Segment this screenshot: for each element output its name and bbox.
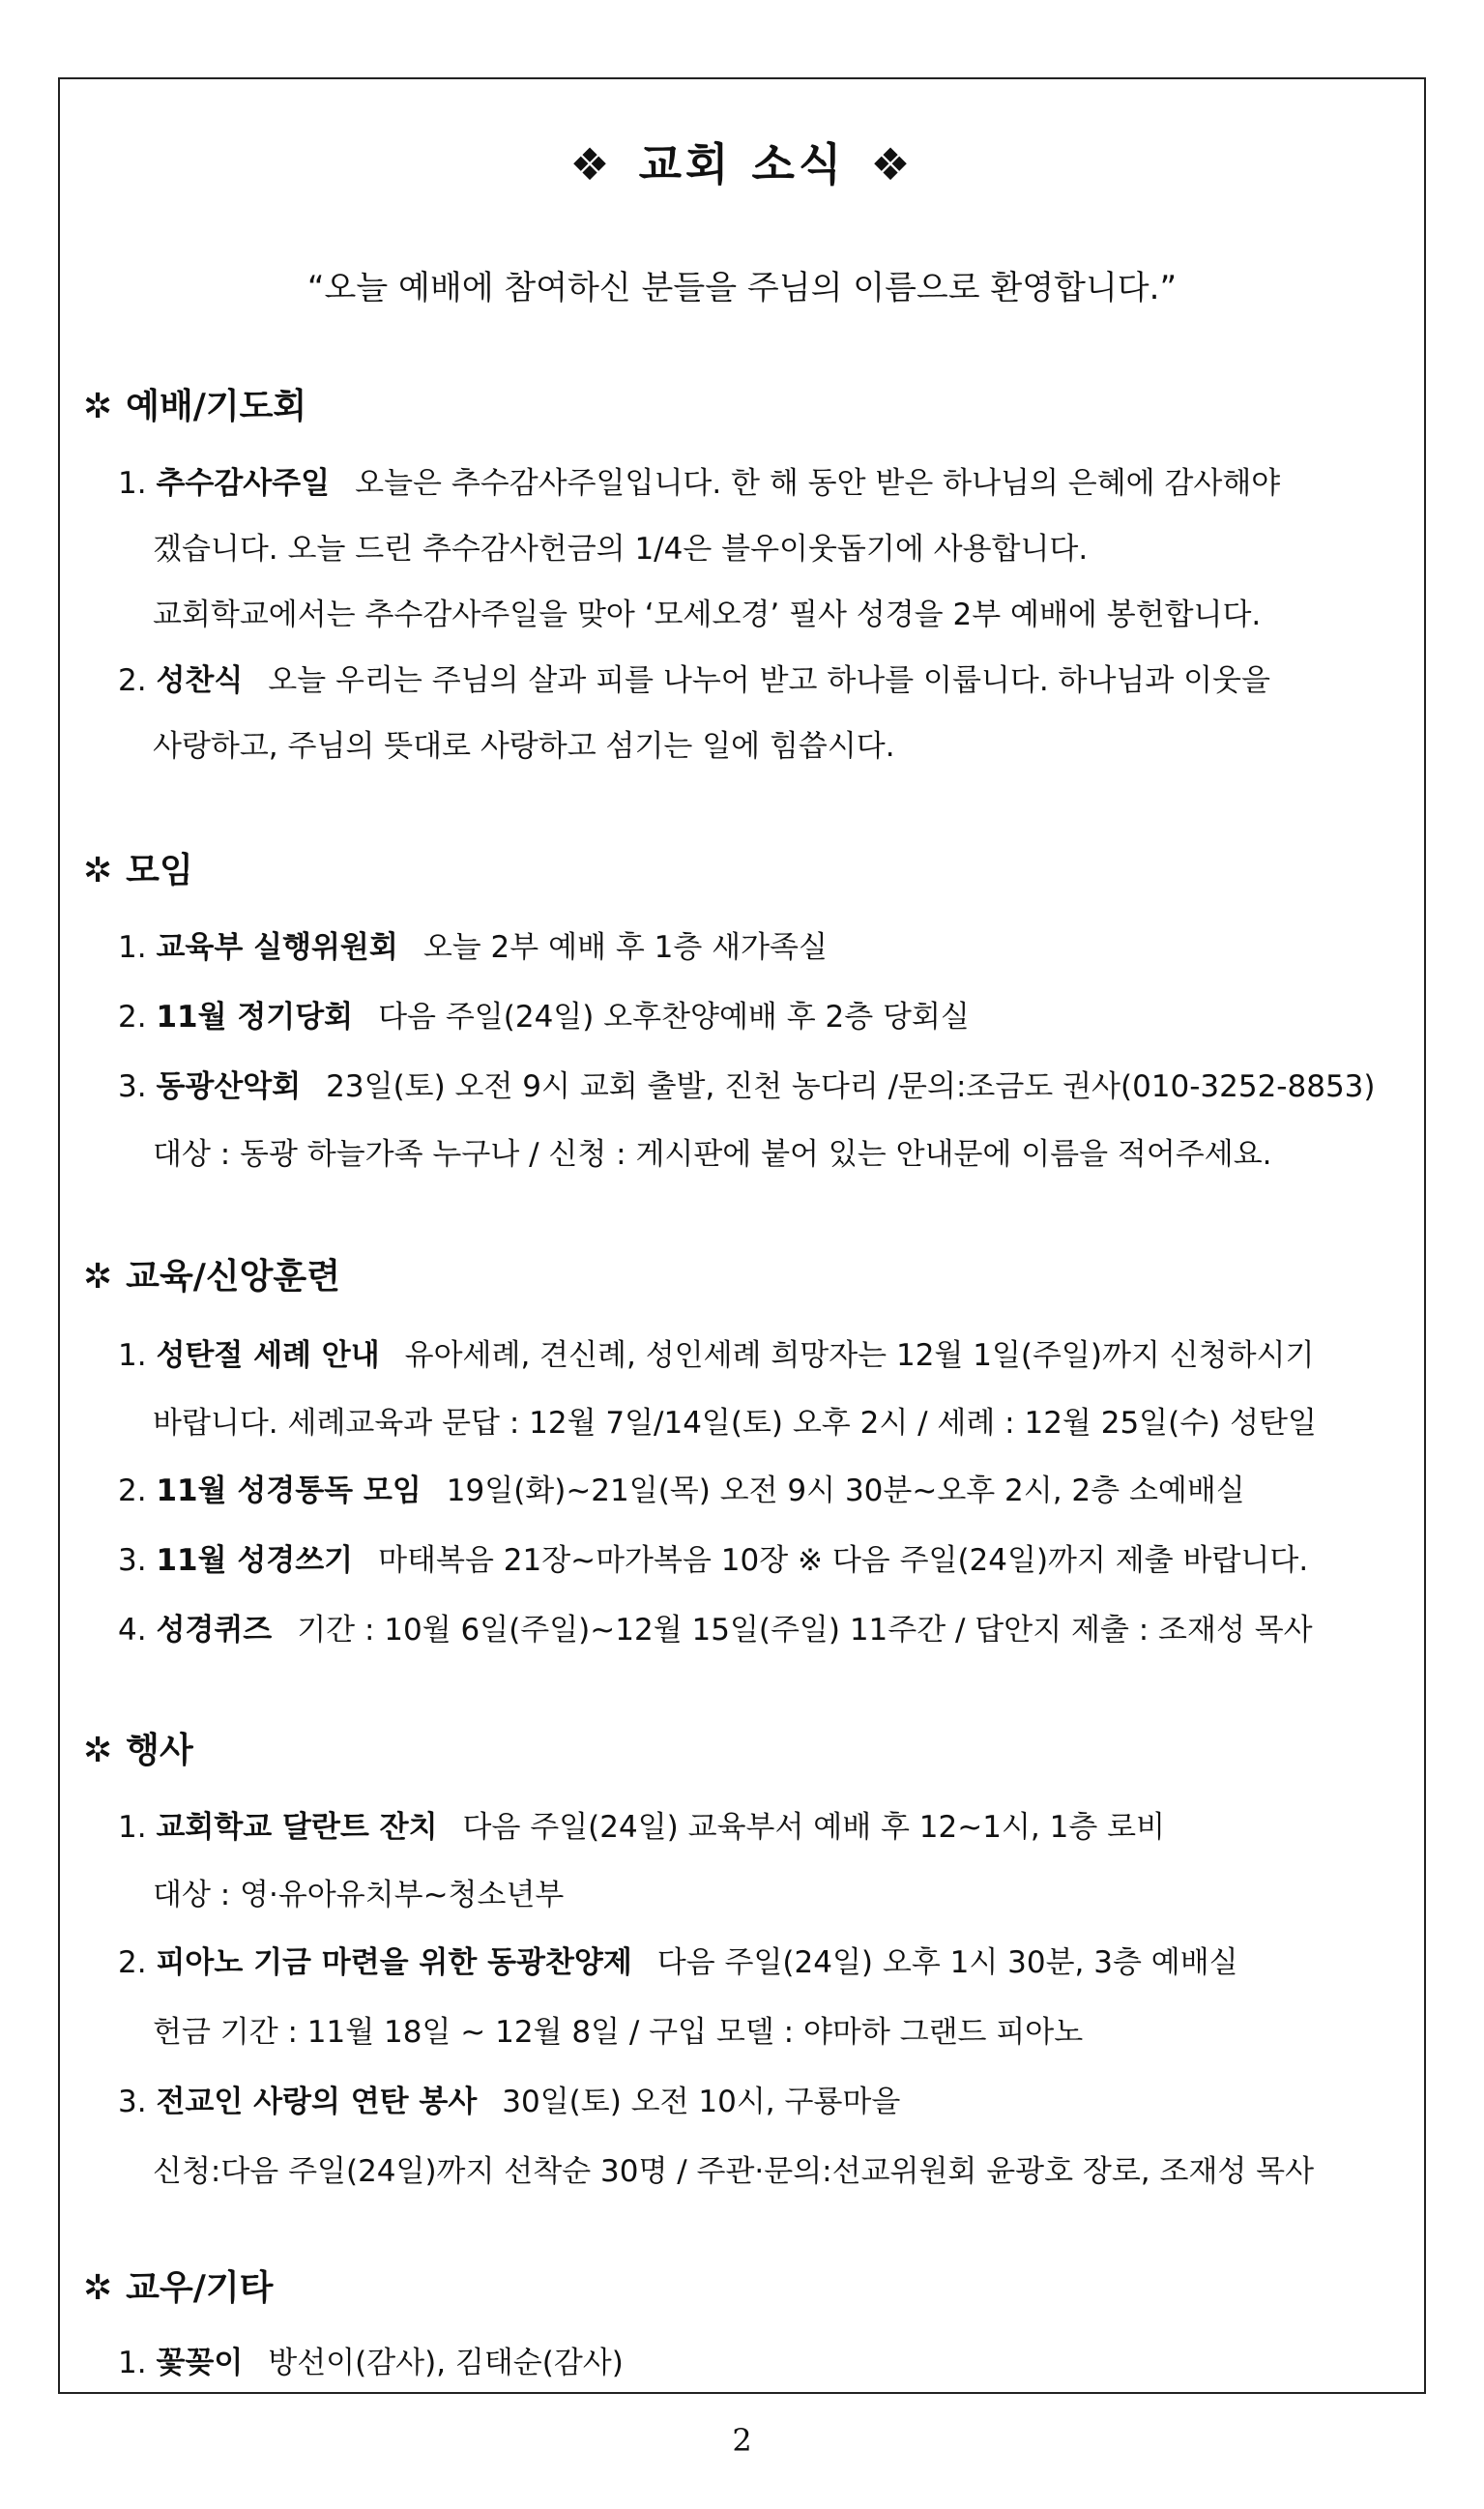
- list-item: 2. 성찬식 오늘 우리는 주님의 살과 피를 나누어 받고 하나를 이룹니다. 하나님과 이웃을: [118, 663, 1270, 698]
- asterisk-icon: ✲: [83, 851, 113, 890]
- section-heading: ✲ 교육/신앙훈련: [83, 1257, 340, 1297]
- diamond-ornament-icon: ❖: [870, 138, 915, 190]
- list-item: 3. 전교인 사랑의 연탄 봉사 30일(토) 오전 10시, 구룡마을: [118, 2085, 901, 2119]
- asterisk-icon: ✲: [83, 387, 113, 426]
- section-heading: ✲ 행사: [83, 1731, 193, 1770]
- list-item: 4. 성경퀴즈 기간 : 10월 6일(주일)~12월 15일(주일) 11주간 / 답안지 제출 : 조재성 목사: [118, 1613, 1313, 1648]
- asterisk-icon: ✲: [83, 2268, 113, 2308]
- page-title: [60, 130, 1424, 193]
- announcement-box: [58, 77, 1426, 2394]
- page-number: 2: [732, 2422, 752, 2459]
- asterisk-icon: ✲: [83, 1257, 113, 1297]
- list-item-continuation: 대상 : 영·유아유치부~청소년부: [153, 1878, 565, 1912]
- list-item: 1. 교회학교 달란트 잔치 다음 주일(24일) 교육부서 예배 후 12~1시, 1층 로비: [118, 1810, 1166, 1845]
- welcome-message: “오늘 예배에 참여하신 분들을 주님의 이름으로 환영합니다.”: [306, 269, 1178, 307]
- list-item-continuation: 신청:다음 주일(24일)까지 선착순 30명 / 주관·문의:선교위원회 윤광호 장로, 조재성 목사: [153, 2154, 1315, 2189]
- list-item-continuation: 겠습니다. 오늘 드린 추수감사헌금의 1/4은 블우이웃돕기에 사용합니다.: [153, 532, 1089, 567]
- list-item: 2. 11월 정기당회 다음 주일(24일) 오후찬양예배 후 2층 당회실: [118, 1000, 970, 1035]
- list-item-continuation: 대상 : 동광 하늘가족 누구나 / 신청 : 게시판에 붙어 있는 안내문에 이름을 적어주세요.: [153, 1137, 1272, 1172]
- list-item: 3. 11월 성경쓰기 마태복음 21장~마가복음 10장 ※ 다음 주일(24일)까지 제출 바랍니다.: [118, 1543, 1309, 1578]
- list-item: 3. 동광산악회 23일(토) 오전 9시 교회 출발, 진천 농다리 /문의:조금도 권사(010-3252-8853): [118, 1069, 1376, 1104]
- section-heading: ✲ 교우/기타: [83, 2268, 274, 2308]
- list-item-continuation: 사랑하고, 주님의 뜻대로 사랑하고 섬기는 일에 힘씁시다.: [153, 729, 895, 764]
- list-item-continuation: 바랍니다. 세례교육과 문답 : 12월 7일/14일(토) 오후 2시 / 세례 : 12월 25일(수) 성탄일: [153, 1406, 1317, 1441]
- list-item: 1. 교육부 실행위원회 오늘 2부 예배 후 1층 새가족실: [118, 930, 828, 965]
- list-item: 1. 꽃꽂이 방선이(감사), 김태순(감사): [118, 2346, 624, 2380]
- asterisk-icon: ✲: [83, 1731, 113, 1770]
- list-item-continuation: 헌금 기간 : 11월 18일 ~ 12월 8일 / 구입 모델 : 야마하 그랜드 피아노: [153, 2015, 1084, 2050]
- list-item: 2. 피아노 기금 마련을 위한 동광찬양제 다음 주일(24일) 오후 1시 30분, 3층 예배실: [118, 1945, 1238, 1980]
- list-item-continuation: 교회학교에서는 추수감사주일을 맞아 ‘모세오경’ 필사 성경을 2부 예배에 봉헌합니다.: [153, 598, 1262, 632]
- list-item: 2. 11월 성경통독 모임 19일(화)~21일(목) 오전 9시 30분~오후 2시, 2층 소예배실: [118, 1473, 1245, 1508]
- section-heading: ✲ 모임: [83, 851, 193, 890]
- diamond-ornament-icon: ❖: [569, 138, 614, 190]
- list-item: 1. 추수감사주일 오늘은 추수감사주일입니다. 한 해 동안 받은 하나님의 은혜에 감사해야: [118, 466, 1281, 501]
- section-heading: ✲ 예배/기도회: [83, 387, 307, 426]
- title-text: 교회 소식: [638, 138, 846, 190]
- list-item: 1. 성탄절 세례 안내 유아세례, 견신례, 성인세례 희망자는 12월 1일(주일)까지 신청하시기: [118, 1338, 1315, 1373]
